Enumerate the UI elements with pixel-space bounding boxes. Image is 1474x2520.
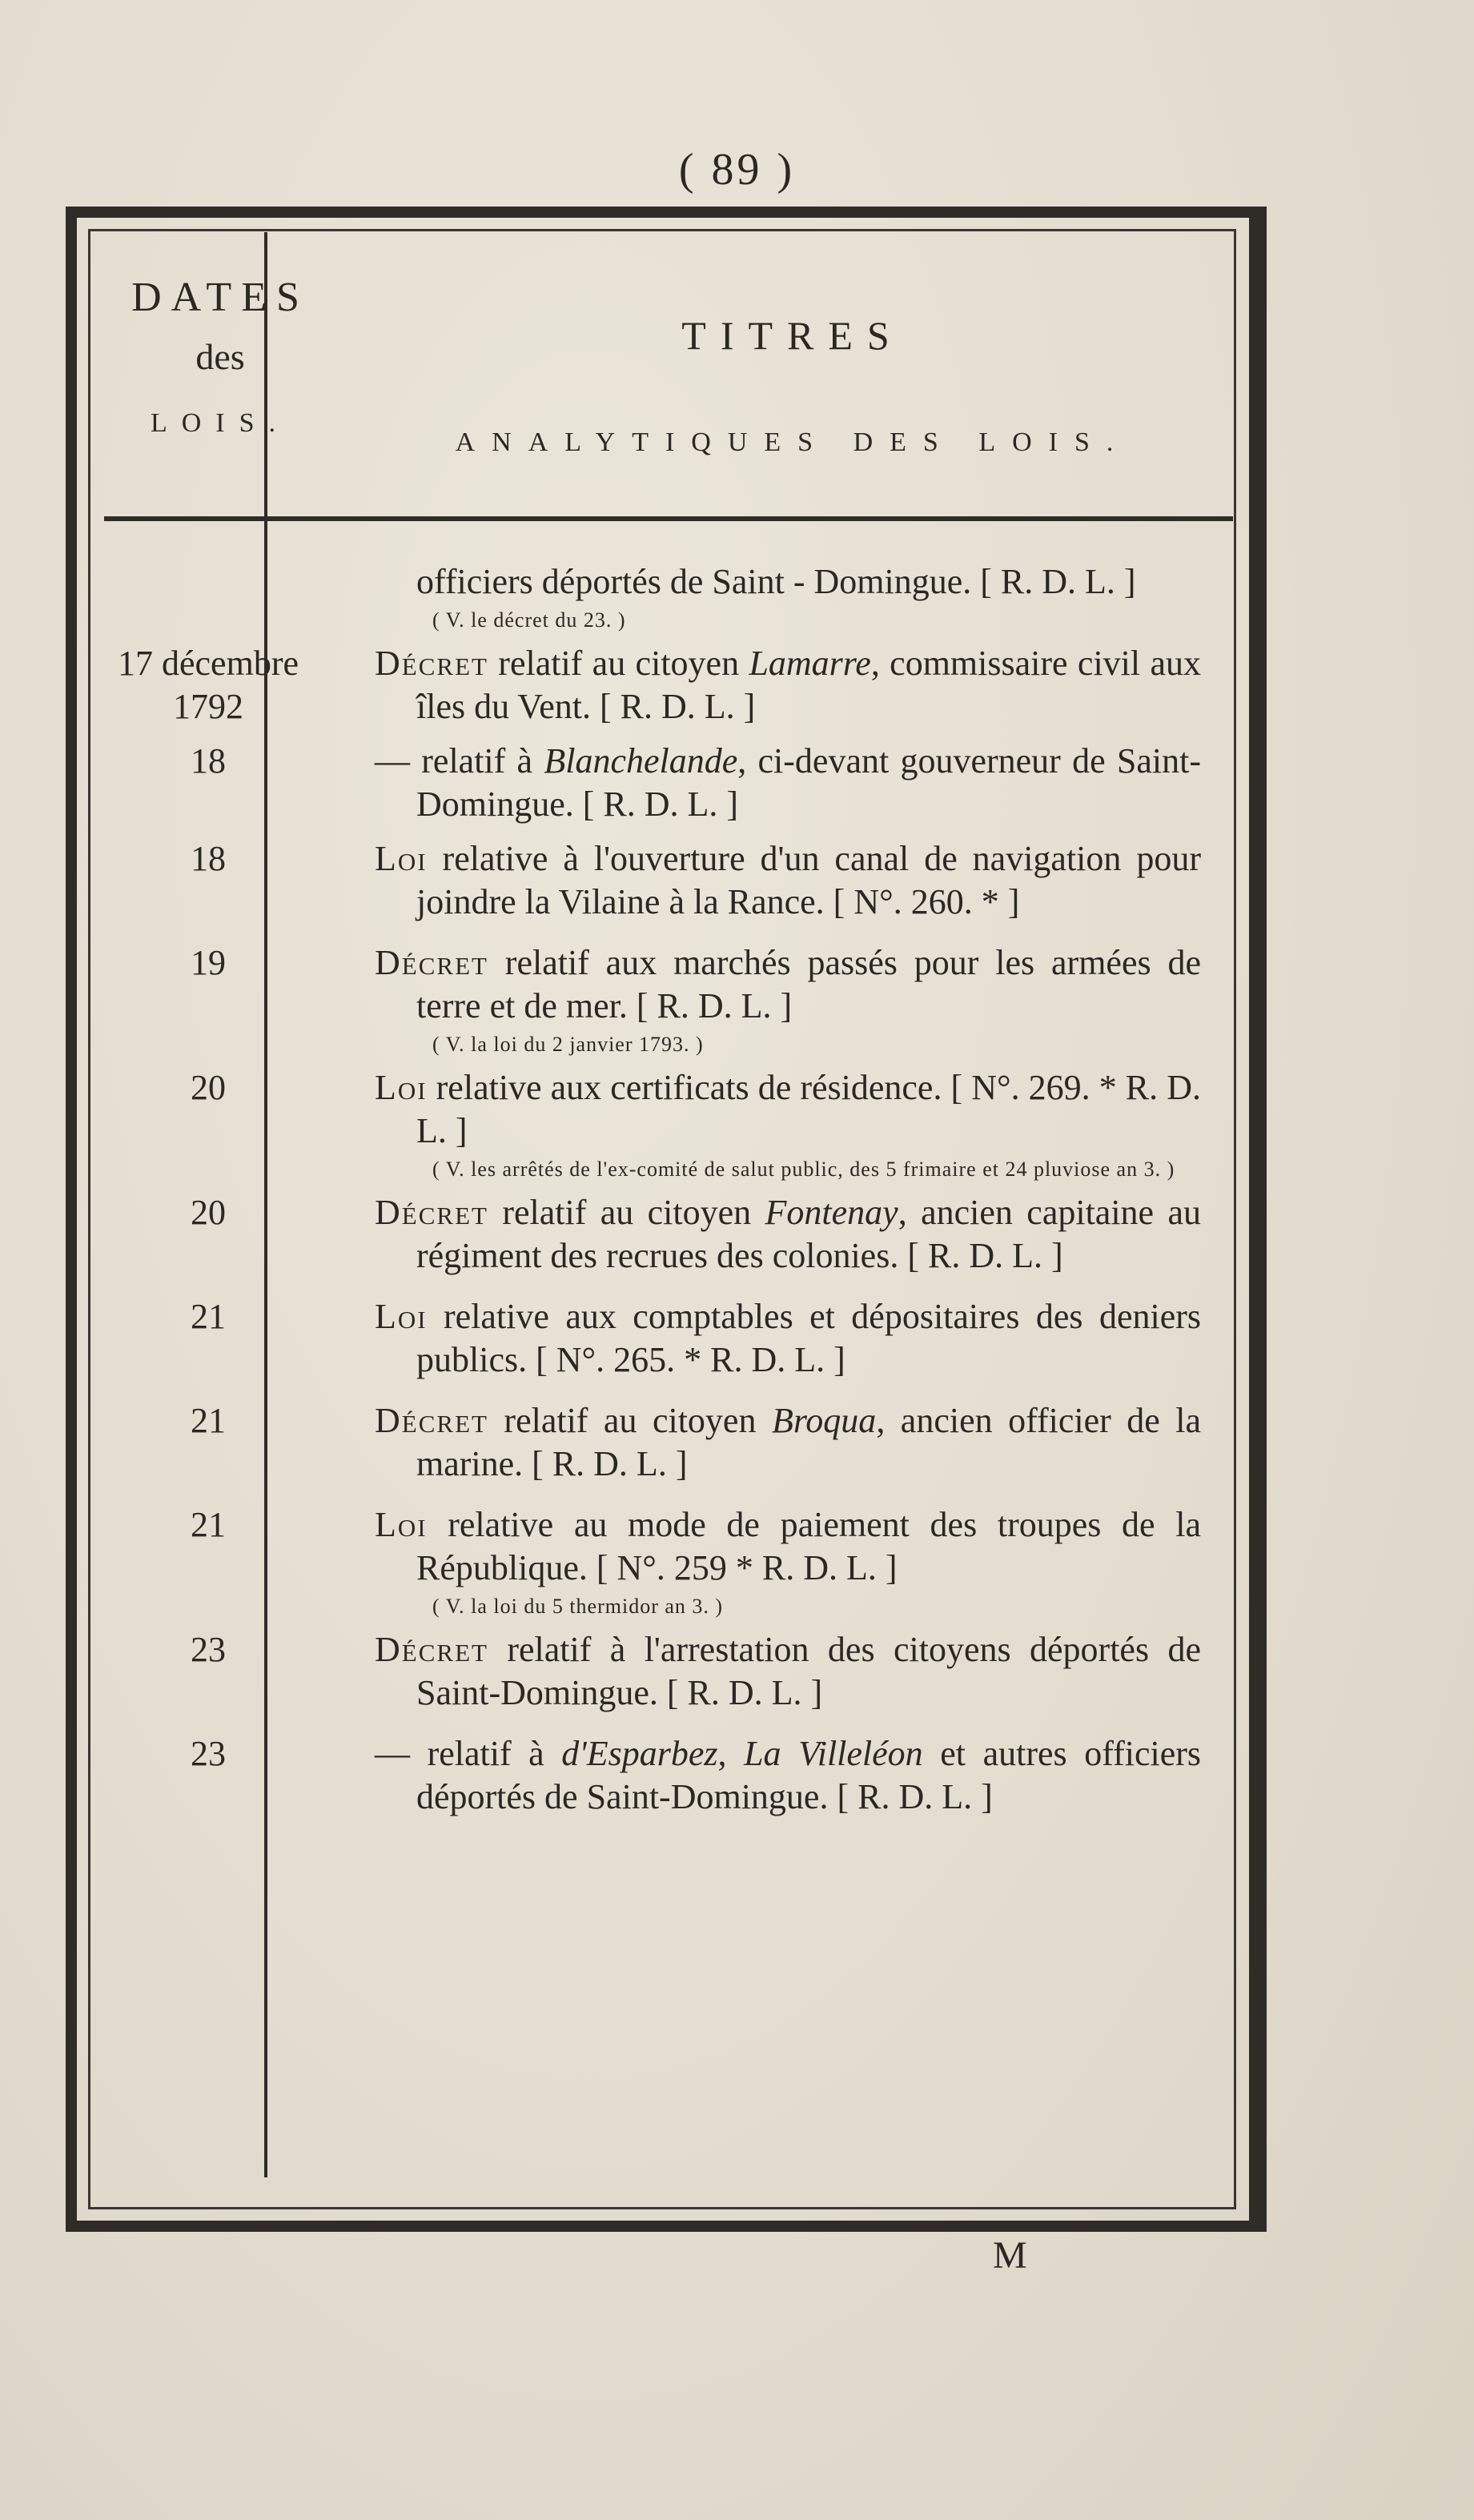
entry-text-body: relative à l'ouverture d'un canal de navigation pour joindre la Vilaine à la Rance. [ N°. 260. * ]: [416, 839, 1201, 921]
entry-keyword: Décret: [375, 943, 488, 982]
entry-date: 20: [191, 1068, 226, 1107]
entry-text: [328, 1503, 1201, 1590]
entry-text-body: relatif aux marchés passés pour les armées de terre et de mer. [ R. D. L. ]: [416, 943, 1201, 1025]
entry-row: [104, 1066, 1241, 1153]
entry-text-body: relative aux certificats de résidence. [ N°. 269. * R. D. L. ]: [416, 1068, 1201, 1150]
entry-row: [104, 1732, 1241, 1819]
entries-list: [104, 560, 1241, 1819]
entry-text-b: , ci-devant gouverneur de Saint-Domingue. [ R. D. L. ]: [416, 741, 1201, 824]
entry-date: 21: [191, 1505, 226, 1544]
entry-keyword: —: [375, 741, 410, 780]
header-dates-title: DATES: [131, 275, 309, 320]
entry-person-name: Fontenay: [765, 1193, 898, 1232]
entry-date: 18: [191, 839, 226, 878]
entry-text-a: relatif au citoyen: [488, 1193, 765, 1232]
entry-note: ( V. le décret du 23. ): [432, 608, 626, 632]
entry-text-b: , commissaire civil aux îles du Vent. [ R. D. L. ]: [416, 644, 1202, 726]
entry-row: [104, 1503, 1241, 1590]
header-rule: [104, 516, 1233, 521]
entry-note: ( V. la loi du 5 thermidor an 3. ): [432, 1595, 724, 1618]
entry-row: [104, 642, 1241, 728]
entry-keyword: Loi: [375, 1505, 428, 1544]
entry-row: [104, 560, 1241, 604]
entry-text: [328, 1399, 1201, 1486]
header-dates-lois: LOIS.: [150, 407, 291, 438]
header-dates-des: des: [195, 335, 245, 377]
entry-person-name-2: La Villeléon: [744, 1734, 923, 1773]
entry-person-name: Blanchelande: [544, 741, 738, 780]
entry-row: [104, 1628, 1241, 1715]
entry-keyword: —: [375, 1734, 410, 1773]
entry-text: [328, 642, 1201, 728]
entry-text-body: relative aux comptables et dépositaires des deniers publics. [ N°. 265. * R. D. L. ]: [416, 1297, 1201, 1379]
signature-mark: M: [993, 2234, 1029, 2277]
entry-text-body: officiers déportés de Saint - Domingue. [ R. D. L. ]: [416, 562, 1136, 601]
header-titres: [344, 312, 1241, 458]
entry-text-b: , ancien officier de la marine. [ R. D. L. ]: [416, 1401, 1201, 1483]
entry-person-name: Lamarre: [749, 644, 871, 683]
entry-note: ( V. les arrêtés de l'ex-comité de salut public, des 5 frimaire et 24 pluviose an 3. ): [432, 1158, 1175, 1181]
entry-text: [328, 560, 1201, 604]
entry-text-a: relatif à: [410, 1734, 562, 1773]
entry-row: [104, 1295, 1241, 1382]
entry-text-b: , ancien capitaine au régiment des recrues des colonies. [ R. D. L. ]: [416, 1193, 1201, 1275]
entry-row: [104, 1191, 1241, 1278]
entry-text-a: relatif au citoyen: [488, 1401, 772, 1440]
entry-text: [328, 1295, 1201, 1382]
entry-keyword: Loi: [375, 839, 428, 878]
entry-text-body: relatif à l'arrestation des citoyens déportés de Saint-Domingue. [ R. D. L. ]: [416, 1630, 1201, 1712]
entry-text-a: relatif au citoyen: [488, 644, 749, 683]
entry-row: [104, 941, 1241, 1028]
entry-text-body: relative au mode de paiement des troupes de la République. [ N°. 259 * R. D. L. ]: [416, 1505, 1201, 1587]
entry-text: [328, 1191, 1201, 1278]
entry-text: [328, 1628, 1201, 1715]
entry-date: 19: [191, 943, 226, 982]
entry-date: 21: [191, 1401, 226, 1440]
entry-date: 23: [191, 1630, 226, 1669]
entry-text-b: et autres officiers déportés de Saint-Domingue. [ R. D. L. ]: [416, 1734, 1202, 1816]
entry-text-a: relatif à: [410, 741, 544, 780]
entry-date: 23: [191, 1734, 226, 1773]
header-titres-title: TITRES: [681, 313, 904, 358]
entry-text: [328, 1066, 1201, 1153]
entry-person-name: Broqua: [771, 1401, 877, 1440]
entry-text: [328, 1732, 1201, 1819]
page-number: ( 89 ): [678, 145, 796, 195]
header-dates: [104, 274, 336, 439]
entry-text: [328, 941, 1201, 1028]
entry-keyword: Loi: [375, 1068, 428, 1107]
entry-person-name: d'Esparbez: [561, 1734, 718, 1773]
entry-note: ( V. la loi du 2 janvier 1793. ): [432, 1033, 704, 1056]
entry-keyword: Loi: [375, 1297, 428, 1336]
entry-keyword: Décret: [375, 1401, 488, 1440]
header-titres-subtitle: ANALYTIQUES DES LOIS.: [455, 427, 1131, 457]
entry-date: 20: [191, 1193, 226, 1232]
entry-keyword: Décret: [375, 1193, 488, 1232]
entry-text: [328, 740, 1201, 826]
entry-date: 21: [191, 1297, 226, 1336]
entry-date: 18: [191, 741, 226, 780]
entry-keyword: Décret: [375, 644, 488, 683]
entry-text-mid: ,: [717, 1734, 745, 1773]
entry-row: [104, 1399, 1241, 1486]
entry-row: [104, 740, 1241, 826]
entry-text: [328, 837, 1201, 924]
entry-keyword: Décret: [375, 1630, 488, 1669]
entry-row: [104, 837, 1241, 924]
entry-date: 17 décembre 1792: [118, 644, 299, 726]
